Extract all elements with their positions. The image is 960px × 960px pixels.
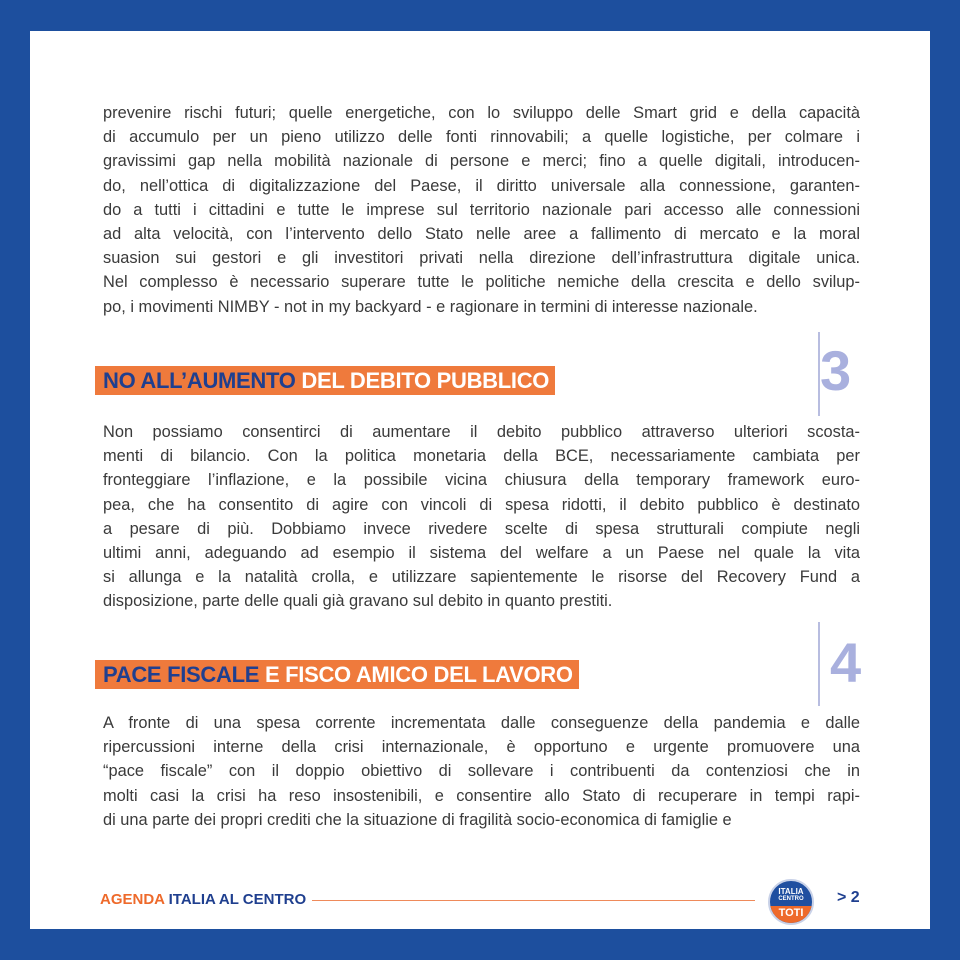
section-3-heading — [95, 366, 555, 395]
text-line: prevenire rischi futuri; quelle energetiche, con lo sviluppo delle Smart grid e della capacità — [103, 104, 860, 122]
footer-rule — [312, 900, 755, 901]
text-line: fronteggiare l’inflazione, e la possibile vicina chiusura della temporary framework euro- — [103, 471, 860, 490]
section-4-heading — [95, 660, 579, 689]
page-number: > 2 — [837, 889, 860, 906]
heading-white-part: DEL DEBITO PUBBLICO — [301, 368, 550, 393]
text-line: gravissimi gap nella mobilità nazionale di persone e merci; fino a quelle digitali, introducen- — [103, 152, 860, 171]
text-line: di una parte dei propri crediti che la situazione di fragilità socio-economica di famiglie e — [103, 810, 732, 829]
footer-title-blue: ITALIA AL CENTRO — [168, 891, 307, 908]
party-logo — [768, 879, 814, 925]
logo-text-top: ITALIA — [778, 887, 804, 896]
text-line: Nel complesso è necessario superare tutte le politiche nemiche della crescita e dello svilup- — [103, 273, 860, 292]
text-line: pea, che ha consentito di agire con vincoli di spesa ridotti, il debito pubblico è destinato — [103, 495, 860, 514]
section-number-3: 3 — [820, 339, 852, 402]
text-line: Non possiamo consentirci di aumentare il debito pubblico attraverso ulteriori scosta- — [103, 423, 860, 441]
text-line: ultimi anni, adeguando ad esempio il sistema del welfare a un Paese nel quale la vita — [103, 543, 860, 562]
section-number-4: 4 — [830, 631, 862, 694]
text-line: disposizione, parte delle quali già gravano sul debito in quanto prestiti. — [103, 592, 613, 611]
text-line: a pesare di più. Dobbiamo invece rivedere scelte di spesa strutturali compiute negli — [103, 519, 860, 538]
footer-title-orange: AGENDA — [100, 891, 165, 908]
logo-text-middle: CENTRO — [778, 896, 804, 902]
footer — [100, 887, 870, 919]
text-line: suasion sui gestori e gli investitori privati nella direzione dell’infrastruttura digitale unica. — [103, 249, 860, 268]
section-4-paragraph — [103, 711, 860, 832]
heading-blue-part: PACE FISCALE — [103, 662, 260, 687]
footer-title — [100, 891, 306, 908]
text-line: po, i movimenti NIMBY - not in my backyard - e ragionare in termini di interesse nazionale. — [103, 297, 758, 316]
text-line: A fronte di una spesa corrente incrementata dalle conseguenze della pandemia e dalle — [103, 714, 860, 732]
heading-blue-part: NO ALL’AUMENTO — [103, 368, 296, 393]
intro-paragraph — [103, 101, 860, 319]
text-line: ripercussioni interne della crisi internazionale, è opportuno e urgente promuovere una — [103, 738, 860, 757]
section-3-paragraph — [103, 420, 860, 614]
text-line: do a tutti i cittadini e tutte le imprese sul territorio nazionale pari accesso alle connessioni — [103, 200, 860, 219]
text-line: di accumulo per un pieno utilizzo delle fonti rinnovabili; a quelle logistiche, per colmare i — [103, 128, 860, 147]
text-line: molti casi la crisi ha reso insostenibili, e consentire allo Stato di recuperare in tempi rapi- — [103, 786, 860, 805]
text-line: do, nell’ottica di digitalizzazione del Paese, il diritto universale alla connessione, garanten- — [103, 176, 860, 195]
text-line: “pace fiscale” con il doppio obiettivo di sollevare i contribuenti da contenziosi che in — [103, 762, 860, 781]
text-line: ad alta velocità, con l’intervento dello Stato nelle aree a fallimento di mercato e la moral — [103, 224, 860, 243]
heading-white-part: E FISCO AMICO DEL LAVORO — [264, 662, 573, 687]
page — [30, 31, 930, 929]
logo-text-bottom: TOTI — [778, 907, 804, 919]
divider-line — [818, 622, 820, 706]
text-line: si allunga e la natalità crolla, e utilizzare sapientemente le risorse del Recovery Fund a — [103, 568, 860, 587]
text-line: menti di bilancio. Con la politica monetaria della BCE, necessariamente cambiata per — [103, 447, 860, 466]
